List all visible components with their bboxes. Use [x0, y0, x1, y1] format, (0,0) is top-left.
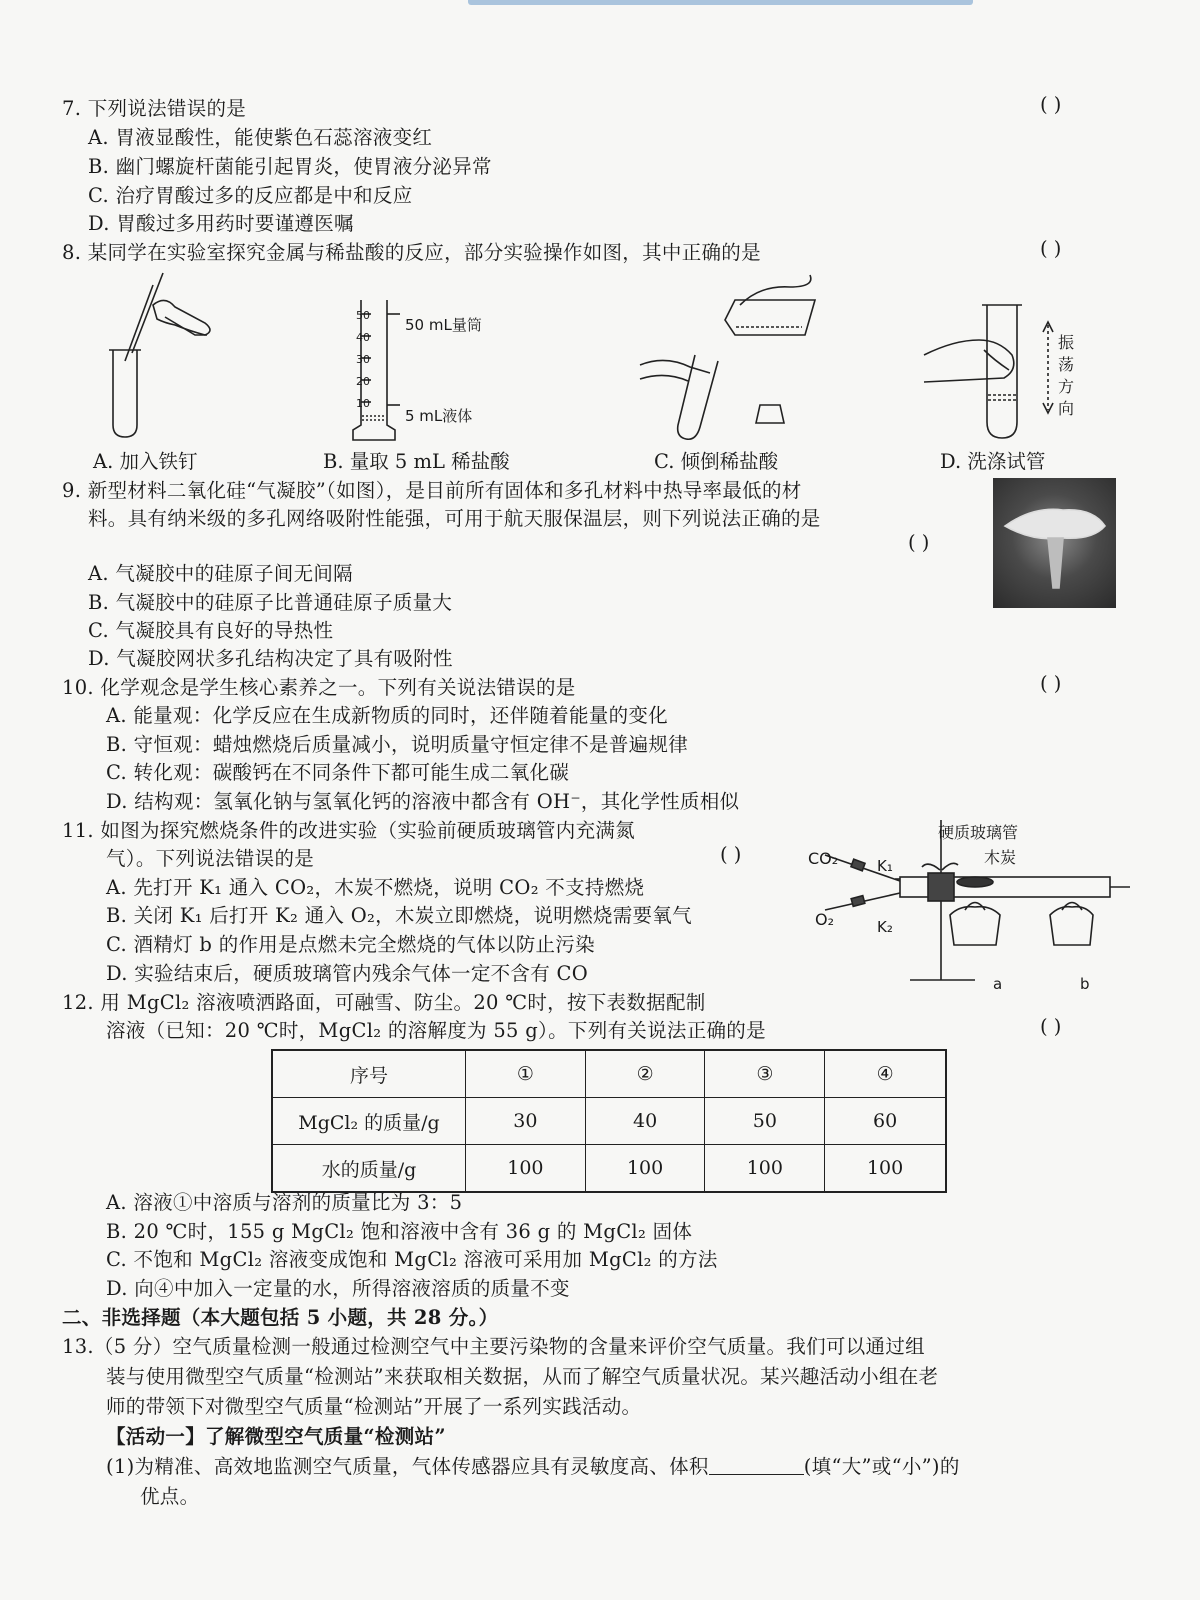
cylinder-tick-50: 50 — [356, 309, 370, 322]
q7-stem: 7. 下列说法错误的是 — [62, 97, 247, 120]
shake-label-2: 荡 — [1058, 355, 1075, 374]
q9-stem-line-1: 9. 新型材料二氧化硅“气凝胶”（如图），是目前所有固体和多孔材料中热导率最低的材 — [62, 479, 802, 502]
q8-caption-c: C. 倾倒稀盐酸 — [654, 450, 779, 473]
q12-stem-line-2: 溶液（已知：20 ℃时，MgCl₂ 的溶解度为 55 g）。下列有关说法正确的是 — [106, 1019, 766, 1042]
shake-label-3: 方 — [1058, 377, 1075, 396]
q11-label-charcoal: 木炭 — [984, 848, 1017, 867]
q12-option-a: A. 溶液①中溶质与溶剂的质量比为 3：5 — [106, 1191, 463, 1214]
table-cell: 水的质量/g — [272, 1145, 466, 1193]
q13-activity-heading: 【活动一】了解微型空气质量“检测站” — [106, 1425, 446, 1448]
table-cell: 50 — [705, 1098, 825, 1145]
q12-answer-paren: ( ) — [1040, 1015, 1062, 1038]
q11-option-a: A. 先打开 K₁ 通入 CO₂，木炭不燃烧，说明 CO₂ 不支持燃烧 — [106, 876, 645, 899]
q7-option-b: B. 幽门螺旋杆菌能引起胃炎，使胃液分泌异常 — [88, 155, 492, 178]
q13-sub1-text-before: (1)为精准、高效地监测空气质量，气体传感器应具有灵敏度高、体积 — [106, 1455, 709, 1478]
q13-line-2: 装与使用微型空气质量“检测站”来获取相关数据，从而了解空气质量状况。某兴趣活动小组在老 — [106, 1365, 939, 1388]
cylinder-tick-40: 40 — [356, 331, 370, 344]
q8-stem: 8. 某同学在实验室探究金属与稀盐酸的反应，部分实验操作如图，其中正确的是 — [62, 241, 761, 264]
q13-line-3: 师的带领下对微型空气质量“检测站”开展了一系列实践活动。 — [106, 1395, 642, 1418]
q11-option-d: D. 实验结束后，硬质玻璃管内残余气体一定不含有 CO — [106, 962, 589, 985]
q8-caption-d: D. 洗涤试管 — [940, 450, 1046, 473]
q9-stem-line-2: 料。具有纳米级的多孔网络吸附性能强，可用于航天服保温层，则下列说法正确的是 — [88, 507, 821, 530]
q13-sub1 — [106, 1451, 960, 1479]
q12-option-d: D. 向④中加入一定量的水，所得溶液溶质的质量不变 — [106, 1277, 570, 1300]
q11-label-o2: O₂ — [815, 910, 835, 929]
q8-figure-d-washing-tube — [924, 300, 1074, 450]
q12-stem-line-1: 12. 用 MgCl₂ 溶液喷洒路面，可融雪、防尘。20 ℃时，按下表数据配制 — [62, 991, 706, 1014]
table-cell: ④ — [825, 1050, 946, 1098]
table-row — [272, 1050, 946, 1098]
cylinder-tick-20: 20 — [356, 375, 370, 388]
shake-label-4: 向 — [1058, 399, 1075, 418]
q8-caption-b: B. 量取 5 mL 稀盐酸 — [323, 450, 510, 473]
q10-option-c: C. 转化观：碳酸钙在不同条件下都可能生成二氧化碳 — [106, 761, 570, 784]
cylinder-tick-30: 30 — [356, 353, 370, 366]
q9-option-d: D. 气凝胶网状多孔结构决定了具有吸附性 — [88, 647, 453, 670]
table-cell: 40 — [585, 1098, 705, 1145]
table-cell: 100 — [825, 1145, 946, 1193]
q11-option-b: B. 关闭 K₁ 后打开 K₂ 通入 O₂，木炭立即燃烧，说明燃烧需要氧气 — [106, 904, 692, 927]
q13-answer-blank[interactable] — [709, 1456, 804, 1475]
table-cell: ② — [585, 1050, 705, 1098]
table-cell: ① — [466, 1050, 586, 1098]
q8-figure-c-pouring-acid — [640, 275, 840, 445]
table-cell: 30 — [466, 1098, 586, 1145]
q11-stem-line-2: 气）。下列说法错误的是 — [106, 847, 315, 870]
section-2-heading: 二、非选择题（本大题包括 5 小题，共 28 分。） — [62, 1306, 499, 1329]
table-cell: 100 — [585, 1145, 705, 1193]
q11-label-k1: K₁ — [877, 857, 893, 875]
q12-option-c: C. 不饱和 MgCl₂ 溶液变成饱和 MgCl₂ 溶液可采用加 MgCl₂ 的方法 — [106, 1248, 718, 1271]
table-cell: 100 — [466, 1145, 586, 1193]
q10-option-b: B. 守恒观：蜡烛燃烧后质量减小，说明质量守恒定律不是普遍规律 — [106, 733, 689, 756]
table-row — [272, 1145, 946, 1193]
table-row — [272, 1098, 946, 1145]
q9-option-c: C. 气凝胶具有良好的导热性 — [88, 619, 334, 642]
q13-sub1-text-after: (填“大”或“小”)的 — [803, 1455, 960, 1478]
table-cell: ③ — [705, 1050, 825, 1098]
q11-stem-line-1: 11. 如图为探究燃烧条件的改进实验（实验前硬质玻璃管内充满氮 — [62, 819, 636, 842]
q10-option-d: D. 结构观：氢氧化钠与氢氧化钙的溶液中都含有 OH⁻，其化学性质相似 — [106, 790, 740, 813]
q11-label-tube: 硬质玻璃管 — [938, 823, 1019, 842]
table-cell: 60 — [825, 1098, 946, 1145]
q13-sub1-line-2: 优点。 — [140, 1485, 200, 1508]
q11-label-k2: K₂ — [877, 918, 893, 936]
q9-option-a: A. 气凝胶中的硅原子间无间隔 — [88, 562, 353, 585]
q13-line-1: 13.（5 分）空气质量检测一般通过检测空气中主要污染物的含量来评价空气质量。我们可以通过组 — [62, 1335, 925, 1358]
q9-option-b: B. 气凝胶中的硅原子比普通硅原子质量大 — [88, 591, 453, 614]
top-color-strip — [468, 0, 973, 5]
q9-answer-paren: ( ) — [908, 531, 930, 554]
table-cell: MgCl₂ 的质量/g — [272, 1098, 466, 1145]
q7-answer-paren: ( ) — [1040, 93, 1062, 116]
aerogel-photo — [993, 478, 1116, 608]
q12-data-table — [271, 1049, 947, 1193]
q11-answer-paren: ( ) — [720, 843, 742, 866]
q11-label-co2: CO₂ — [808, 849, 839, 868]
q8-answer-paren: ( ) — [1040, 237, 1062, 260]
q12-option-b: B. 20 ℃时，155 g MgCl₂ 饱和溶液中含有 36 g 的 MgCl₂ 固体 — [106, 1220, 693, 1243]
q7-option-d: D. 胃酸过多用药时要谨遵医嘱 — [88, 212, 354, 235]
table-cell: 序号 — [272, 1050, 466, 1098]
q7-option-c: C. 治疗胃酸过多的反应都是中和反应 — [88, 184, 413, 207]
q10-stem: 10. 化学观念是学生核心素养之一。下列有关说法错误的是 — [62, 676, 576, 699]
q11-label-lamp-a: a — [993, 975, 1003, 993]
cylinder-label: 50 mL量筒 — [405, 316, 482, 334]
q10-option-a: A. 能量观：化学反应在生成新物质的同时，还伴随着能量的变化 — [106, 704, 668, 727]
shake-label-1: 振 — [1058, 333, 1075, 352]
q8-figure-a-test-tube-nail — [95, 265, 245, 440]
q8-caption-a: A. 加入铁钉 — [93, 450, 198, 473]
q10-answer-paren: ( ) — [1040, 672, 1062, 695]
q7-option-a: A. 胃液显酸性，能使紫色石蕊溶液变红 — [88, 126, 433, 149]
cylinder-tick-10: 10 — [356, 397, 370, 410]
q11-label-lamp-b: b — [1080, 975, 1090, 993]
q11-option-c: C. 酒精灯 b 的作用是点燃未完全燃烧的气体以防止污染 — [106, 933, 595, 956]
liquid-label: 5 mL液体 — [405, 407, 473, 425]
table-cell: 100 — [705, 1145, 825, 1193]
